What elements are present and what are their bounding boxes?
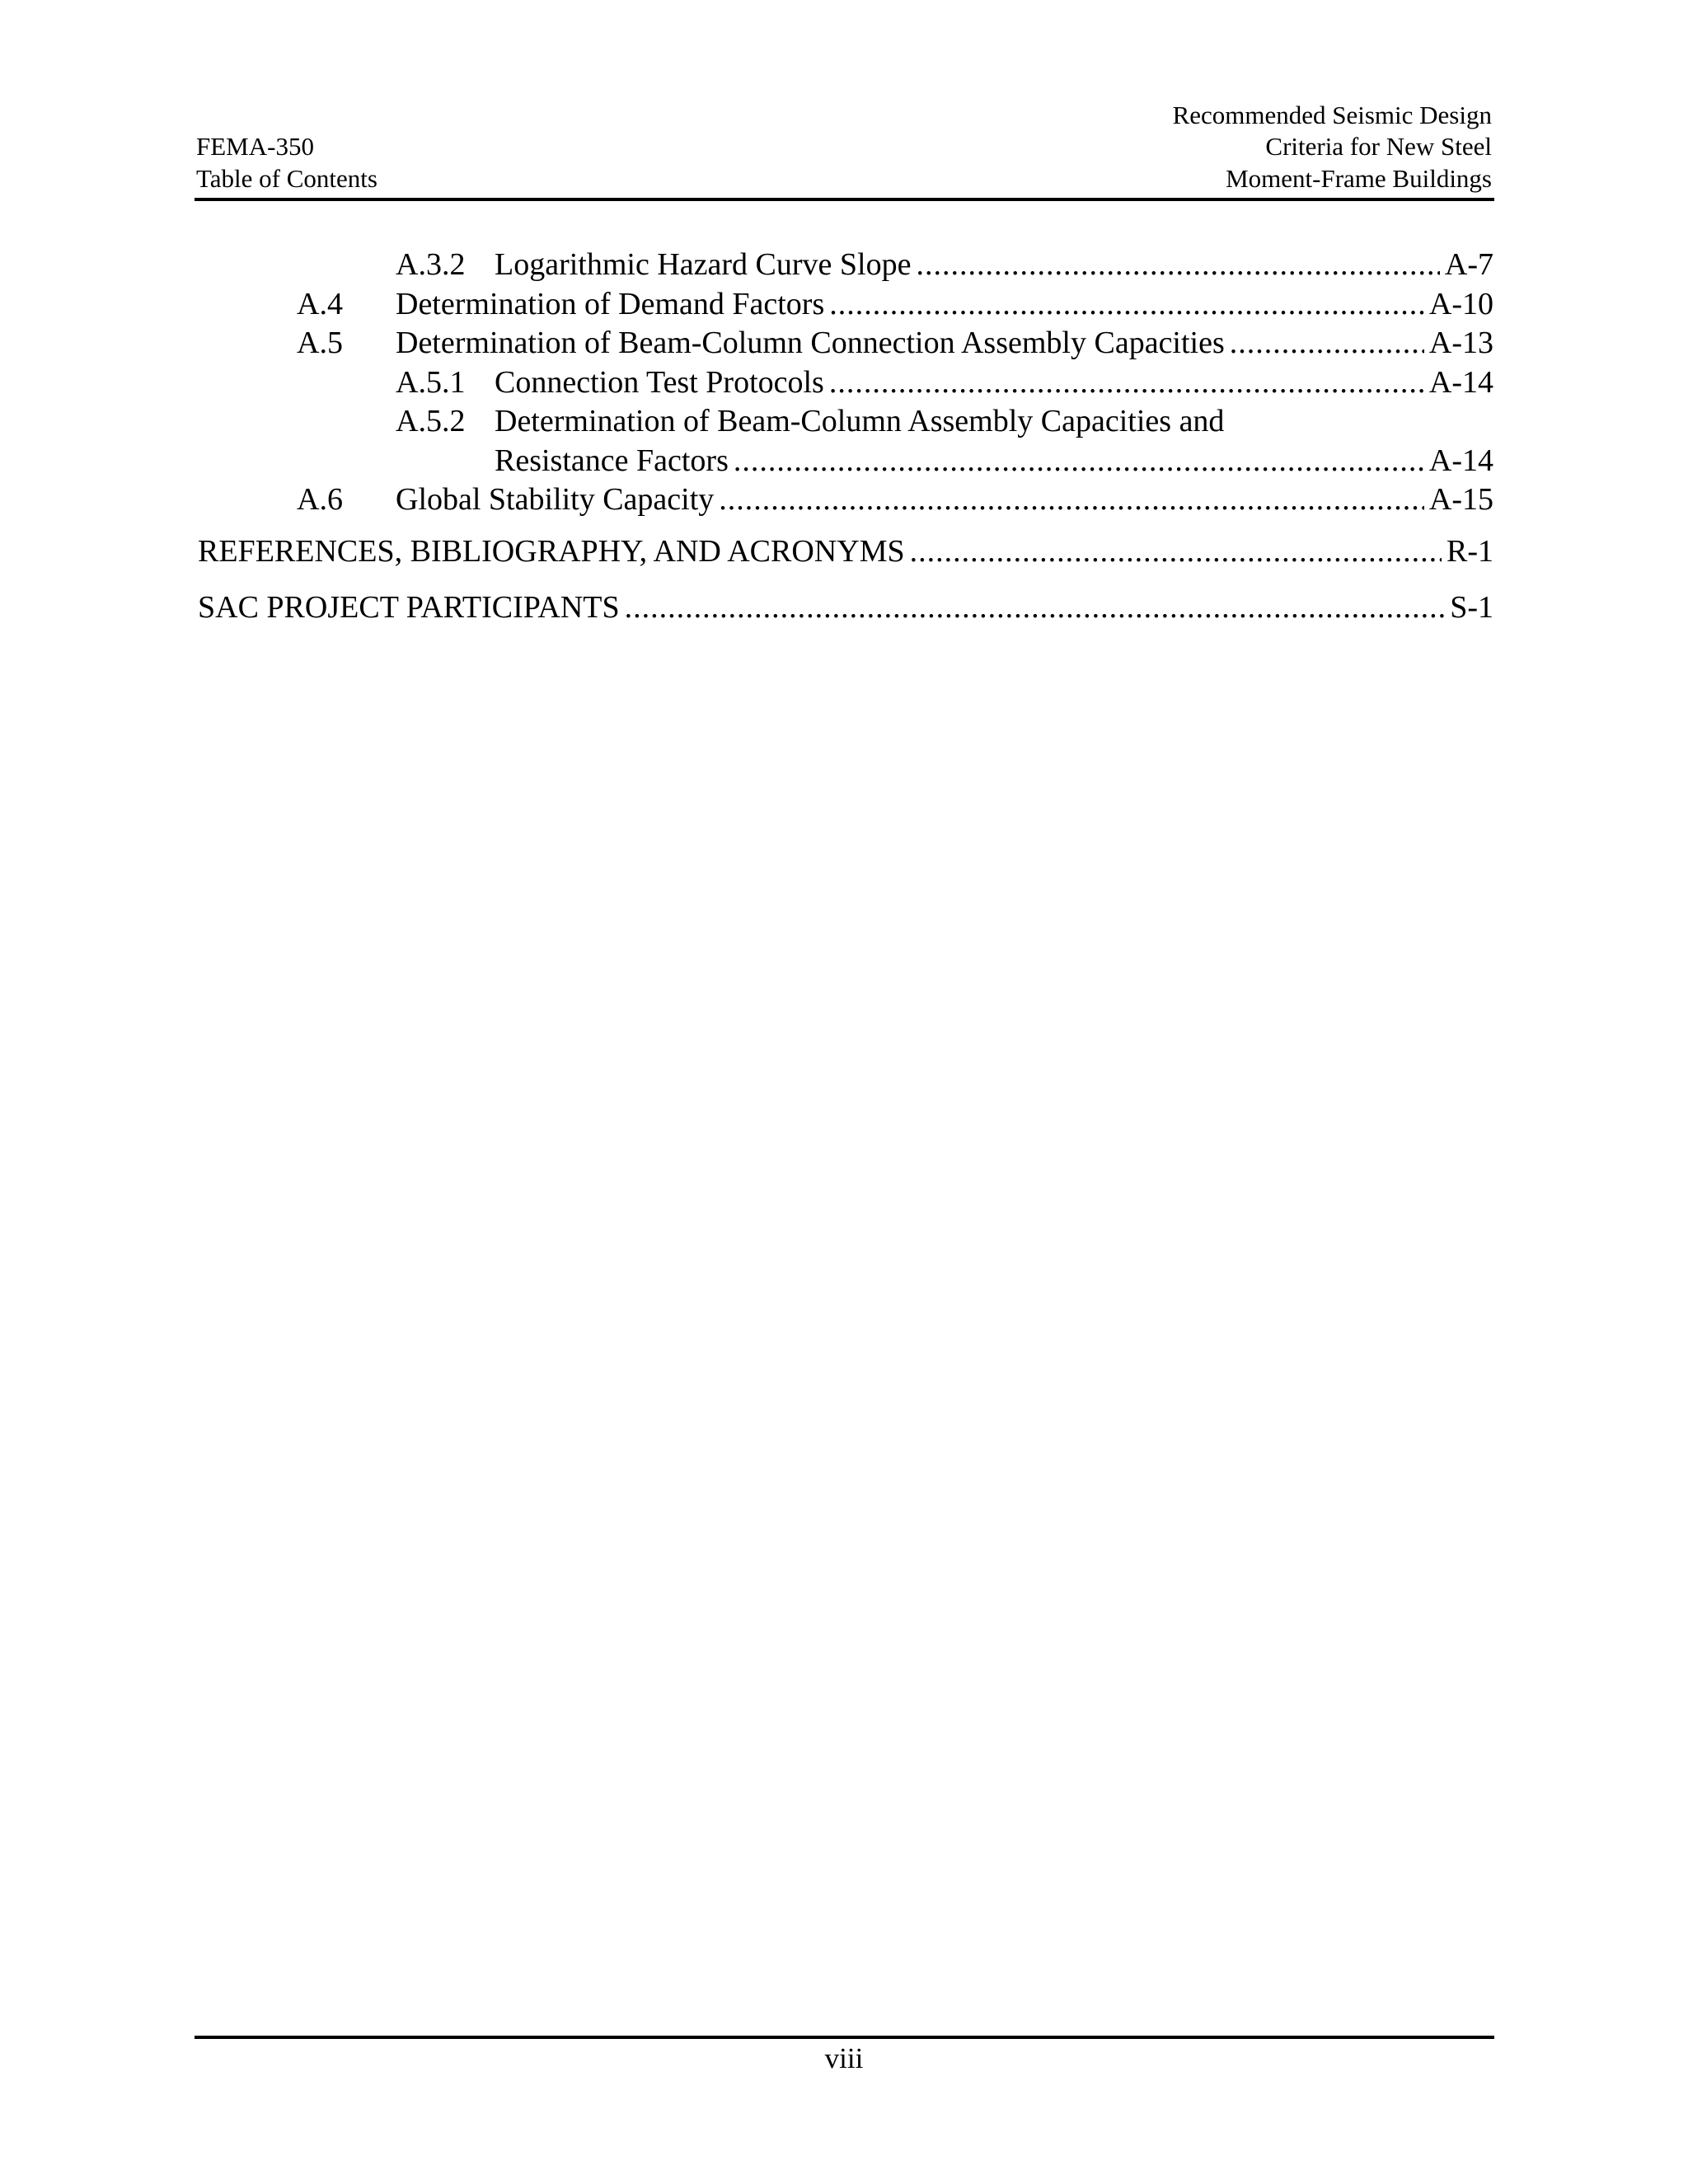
toc-entry-title: Determination of Beam-Column Connection Assembly Capacities: [396, 324, 1230, 363]
header-rule: [195, 198, 1494, 201]
toc-entry-body: [495, 442, 1493, 481]
toc-entry-body: [396, 480, 1493, 520]
dot-leader: [734, 442, 1424, 481]
toc-entry-page: R-1: [1442, 523, 1493, 579]
header-title-line-3: Moment-Frame Buildings: [1226, 163, 1492, 193]
header-title-line-1: Recommended Seismic Design: [1172, 100, 1492, 129]
toc-entry-number: A.5.2: [396, 404, 466, 438]
dot-leader: [910, 523, 1442, 579]
toc-entry-a-6[interactable]: [198, 480, 1493, 520]
toc-entry-body: [198, 579, 1493, 635]
dot-leader: [1230, 324, 1424, 363]
toc-entry-body: [396, 285, 1493, 325]
page-number: viii: [824, 2042, 864, 2074]
dot-leader: [829, 285, 1424, 325]
dot-leader: [625, 579, 1446, 635]
toc-entry-body: [495, 363, 1493, 403]
toc-entry-number: A.6: [297, 482, 343, 517]
toc-entry-page: A-7: [1440, 246, 1493, 285]
toc-entry-title: Resistance Factors: [495, 442, 734, 481]
toc-entry-page: A-15: [1424, 480, 1493, 520]
toc-entry-page: A-10: [1424, 285, 1493, 325]
header-section-name: Table of Contents: [196, 163, 377, 193]
toc-entry-title: SAC PROJECT PARTICIPANTS: [198, 579, 625, 635]
toc-entry-number: A.5: [297, 326, 343, 360]
toc-entry-number: A.4: [297, 286, 343, 321]
toc-entry-body: [495, 246, 1493, 285]
header-left: [196, 131, 377, 194]
toc-entry-a-4[interactable]: [198, 285, 1493, 325]
toc-entry-references[interactable]: [198, 523, 1493, 579]
toc-entry-title-line-1: Determination of Beam-Column Assembly Capacities and: [495, 404, 1225, 438]
toc-entry-body: [396, 324, 1493, 363]
toc-entry-page: S-1: [1445, 579, 1493, 635]
toc-entry-a-5[interactable]: [198, 324, 1493, 363]
dot-leader: [719, 480, 1424, 520]
toc-entry-a-5-1[interactable]: [198, 363, 1493, 403]
header-document-number: FEMA-350: [196, 132, 314, 161]
toc-entry-title: REFERENCES, BIBLIOGRAPHY, AND ACRONYMS: [198, 523, 910, 579]
toc-entry-a-5-2[interactable]: [198, 402, 1493, 480]
header-title-line-2: Criteria for New Steel: [1265, 132, 1492, 161]
toc-entry-a-3-2[interactable]: [198, 246, 1493, 285]
toc-entry-number: A.5.1: [396, 364, 466, 400]
toc-entry-page: A-14: [1424, 442, 1493, 481]
toc-entry-title: Global Stability Capacity: [396, 480, 719, 520]
header-right: [1173, 100, 1492, 195]
toc-entry-participants[interactable]: [198, 579, 1493, 635]
dot-leader: [829, 363, 1424, 403]
toc-entry-title: Logarithmic Hazard Curve Slope: [495, 246, 916, 285]
toc-entry-page: A-13: [1424, 324, 1493, 363]
toc-entry-page: A-14: [1424, 363, 1493, 403]
table-of-contents: [198, 246, 1493, 635]
dot-leader: [916, 246, 1439, 285]
toc-entry-title: Connection Test Protocols: [495, 363, 829, 403]
toc-entry-number: A.3.2: [396, 247, 466, 282]
footer-rule: [195, 2036, 1494, 2039]
toc-entry-title: Determination of Demand Factors: [396, 285, 829, 325]
running-header: [196, 97, 1492, 198]
toc-entry-body: [198, 523, 1493, 579]
